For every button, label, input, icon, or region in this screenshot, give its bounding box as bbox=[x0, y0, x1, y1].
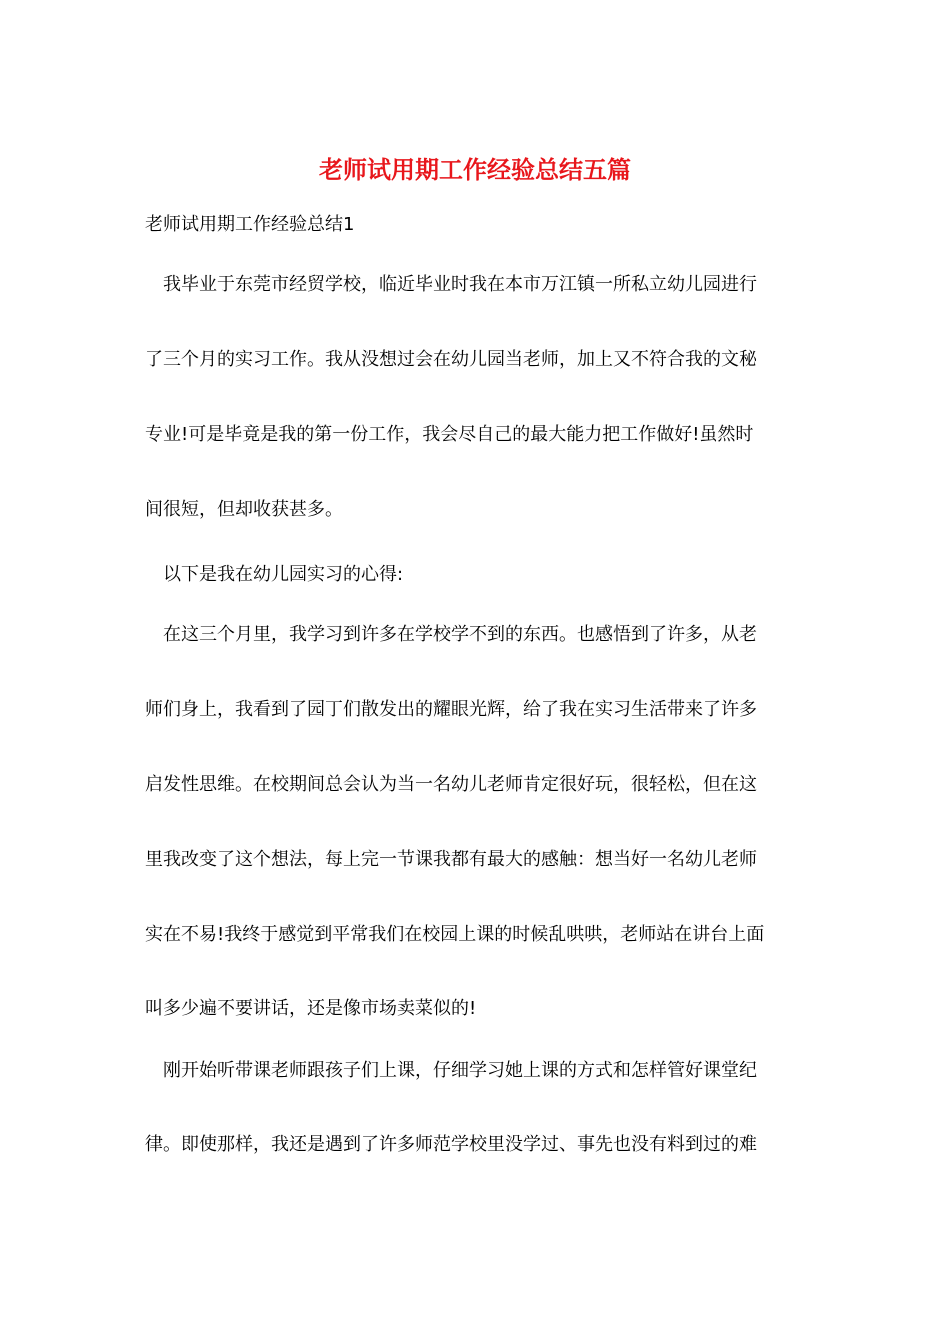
section-heading: 老师试用期工作经验总结1 bbox=[145, 214, 355, 235]
paragraph-line: 间很短，但却收获甚多。 bbox=[145, 499, 343, 520]
paragraph-line: 律。即使那样，我还是遇到了许多师范学校里没学过、事先也没有料到过的难 bbox=[145, 1134, 757, 1155]
paragraph-line: 以下是我在幼儿园实习的心得: bbox=[163, 564, 404, 585]
document-title: 老师试用期工作经验总结五篇 bbox=[319, 156, 631, 184]
paragraph-line: 刚开始听带课老师跟孩子们上课，仔细学习她上课的方式和怎样管好课堂纪 bbox=[163, 1060, 757, 1081]
paragraph-line: 里我改变了这个想法，每上完一节课我都有最大的感触：想当好一名幼儿老师 bbox=[145, 849, 757, 870]
paragraph-line: 我毕业于东莞市经贸学校，临近毕业时我在本市万江镇一所私立幼儿园进行 bbox=[163, 274, 757, 295]
paragraph-line: 了三个月的实习工作。我从没想过会在幼儿园当老师，加上又不符合我的文秘 bbox=[145, 349, 757, 370]
paragraph-line: 在这三个月里，我学习到许多在学校学不到的东西。也感悟到了许多，从老 bbox=[163, 624, 757, 645]
paragraph-line: 实在不易!我终于感觉到平常我们在校园上课的时候乱哄哄，老师站在讲台上面 bbox=[145, 924, 765, 945]
paragraph-line: 师们身上，我看到了园丁们散发出的耀眼光辉，给了我在实习生活带来了许多 bbox=[145, 699, 757, 720]
paragraph-line: 叫多少遍不要讲话，还是像市场卖菜似的! bbox=[145, 998, 477, 1019]
paragraph-line: 启发性思维。在校期间总会认为当一名幼儿老师肯定很好玩，很轻松，但在这 bbox=[145, 774, 757, 795]
paragraph-line: 专业!可是毕竟是我的第一份工作，我会尽自己的最大能力把工作做好!虽然时 bbox=[145, 424, 754, 445]
